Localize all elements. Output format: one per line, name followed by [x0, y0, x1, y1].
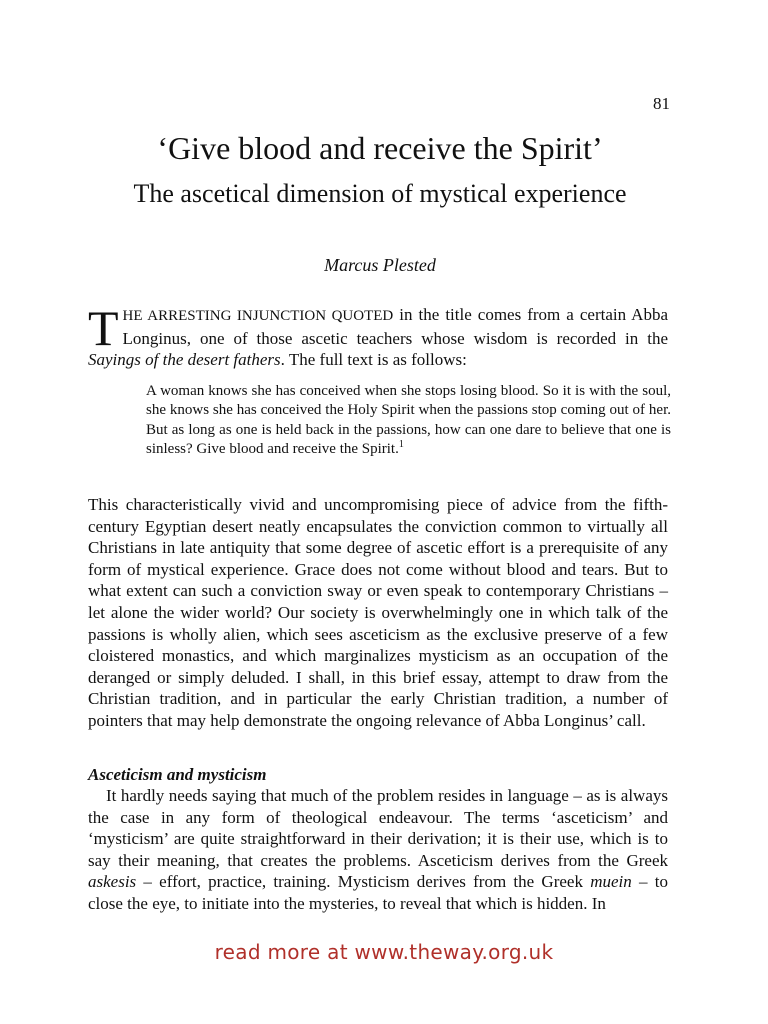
section-text-2: – effort, practice, training. Mysticism derives from the Greek [136, 872, 591, 892]
intro-text: in the title comes from a certain Abba Longinus, one of those ascetic teachers whose wisdom is recorded in the [122, 305, 669, 348]
footnote-marker[interactable]: 1 [398, 439, 404, 451]
quote-text: A woman knows she has conceived when she stops losing blood. So it is with the soul, she knows she has conceived the Holy Spirit when the passions stop coming out of her. But as long as one is held back in the passions, how can one dare to believe that one is sinless? Give blood and receive the Spirit. [146, 383, 671, 458]
greek-term-muein: muein [590, 872, 632, 892]
section-heading: Asceticism and mysticism [88, 765, 267, 784]
body-paragraph: This characteristically vivid and uncompromising piece of advice from the fifth-century Egyptian desert neatly encapsulates the conviction common to virtually all Christians in late antiquity that some degree of ascetic effort is a prerequisite of any form of mystical experience. Grace does not come without blood and tears. But to what extent can such a conviction sway or even speak to contemporary Christians – let alone the wider world? Our society is overwhelmingly one in which talk of the passions is wholly alien, which sees asceticism as the exclusive preserve of a few cloistered monastics, and which marginalizes mysticism as an occupation of the deranged or simply deluded. I shall, in this brief essay, attempt to draw from the Christian tradition, and in particular the early Christian tradition, a number of pointers that may help demonstrate the ongoing relevance of Abba Longinus’ call. [88, 495, 668, 730]
page-number: 81 [653, 94, 670, 113]
intro-text-end: . The full text is as follows: [280, 350, 467, 370]
author-name: Marcus Plested [324, 255, 436, 275]
block-quote [146, 382, 671, 460]
section-paragraph [88, 785, 668, 915]
article-subtitle: The ascetical dimension of mystical experience [133, 179, 627, 208]
greek-term-askesis: askesis [88, 872, 137, 892]
article-title: ‘Give blood and receive the Spirit’ [157, 130, 603, 166]
drop-cap: T [88, 300, 119, 356]
intro-smallcaps: HE ARRESTING INJUNCTION QUOTED [122, 308, 394, 324]
section-text-1: It hardly needs saying that much of the problem resides in language – as is always the case in any form of theological endeavour. The terms ‘asceticism’ and ‘mysticism’ are quite straightforward in their derivation; it is their use, which is to say their meaning, that creates the problems. Asceticism derives from the Greek [88, 786, 668, 870]
section-text-3: – to close the eye, to initiate into the mysteries, to reveal that which is hidden. In [88, 872, 668, 913]
footer-link[interactable]: read more at www.theway.org.uk [214, 940, 554, 964]
intro-paragraph [88, 300, 669, 371]
book-title: Sayings of the desert fathers [88, 350, 281, 370]
